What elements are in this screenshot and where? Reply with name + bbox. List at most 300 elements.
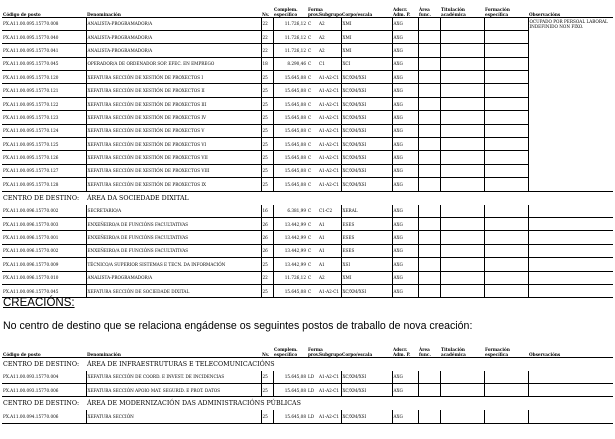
post-titulation (440, 124, 484, 137)
post-adscription: AXG (392, 97, 418, 110)
post-provision: C (308, 275, 312, 281)
post-provision: C (308, 141, 312, 147)
post-subgroup: A1-A2-C1 (319, 128, 340, 134)
post-titulation (440, 205, 484, 218)
post-observations (528, 205, 613, 218)
post-complement: 13.442,99 (273, 231, 307, 244)
post-training (484, 383, 528, 396)
post-level: 25 (261, 84, 273, 97)
post-training (484, 71, 528, 84)
table-row (2, 30, 613, 43)
post-titulation (440, 178, 484, 191)
post-area (418, 178, 440, 191)
post-titulation (440, 151, 484, 164)
col-observacions: Observacións (529, 351, 561, 357)
table-row (2, 258, 613, 271)
post-complement: 11.726,12 (273, 44, 307, 57)
post-complement: 15.645,08 (273, 151, 307, 164)
post-level: 26 (261, 217, 273, 230)
table-row (2, 84, 613, 97)
post-adscription: AXG (392, 271, 418, 284)
post-titulation (440, 97, 484, 110)
post-name: TÉCNICO/A SUPERIOR SISTEMAS E TECN. DA INFORMACIÓN (86, 258, 261, 271)
post-area (418, 284, 440, 297)
post-corps: XC/XM/XSI (341, 111, 392, 124)
post-provision: C (308, 261, 312, 267)
post-observations (528, 217, 613, 230)
post-training (484, 138, 528, 151)
table-row (2, 178, 613, 191)
post-adscription: AXG (392, 138, 418, 151)
centre-label: CENTRO DE DESTINO: (3, 194, 80, 202)
table-row (2, 244, 613, 257)
table-row (2, 124, 613, 137)
table-row (2, 151, 613, 164)
post-subgroup: A1-A2-C1 (319, 141, 340, 147)
post-complement: 11.726,12 (273, 17, 307, 30)
post-code: PX.A11.00.094.15770.006 (3, 413, 59, 419)
post-titulation (440, 111, 484, 124)
post-subgroup: A2 (319, 21, 325, 27)
post-subgroup: A1-A2-C1 (319, 413, 340, 419)
post-area (418, 164, 440, 177)
post-corps: ESES (341, 231, 392, 244)
post-level: 25 (261, 383, 273, 396)
post-corps: XC/XM/XSI (341, 138, 392, 151)
post-level: 25 (261, 284, 273, 297)
post-level: 26 (261, 231, 273, 244)
post-observations (528, 410, 613, 423)
post-level: 22 (261, 271, 273, 284)
post-code: PX.A11.00.096.15770.002 (3, 208, 59, 214)
post-adscription: AXG (392, 111, 418, 124)
post-corps: XC/XM/XSI (341, 84, 392, 97)
post-area (418, 97, 440, 110)
post-name: ENXEÑEIRO/A DE FUNCIÓNS FACULTATIVAS (86, 244, 261, 257)
post-provision: C (308, 288, 312, 294)
post-code: PX.A11.00.095.15770.128 (3, 181, 59, 187)
post-titulation (440, 138, 484, 151)
post-area (418, 371, 440, 384)
post-code: PX.A11.00.096.15770.009 (3, 261, 59, 267)
post-level: 25 (261, 71, 273, 84)
post-titulation (440, 383, 484, 396)
post-subgroup: A1 (319, 235, 325, 241)
post-code: PX.A11.00.095.15770.045 (3, 61, 59, 67)
post-provision: C (308, 34, 312, 40)
post-level: 26 (261, 244, 273, 257)
post-training (484, 217, 528, 230)
post-complement: 15.645,08 (273, 164, 307, 177)
post-name: XEFATURA SECCIÓN DE XESTIÓN DE PROXECTOS II (86, 84, 261, 97)
post-subgroup: A2 (319, 34, 325, 40)
col-area: Área func. (419, 346, 431, 357)
col-forma: Forma prov. (308, 346, 323, 357)
post-complement: 13.442,99 (273, 258, 307, 271)
post-provision: C (308, 248, 312, 254)
post-complement: 15.645,08 (273, 97, 307, 110)
post-level: 25 (261, 138, 273, 151)
post-code: PX.A11.00.093.15770.006 (3, 387, 59, 393)
post-titulation (440, 244, 484, 257)
col-codigo: Código de posto (3, 11, 41, 17)
post-complement: 13.442,99 (273, 217, 307, 230)
post-level: 25 (261, 97, 273, 110)
post-complement: 15.645,08 (273, 138, 307, 151)
post-adscription: AXG (392, 164, 418, 177)
post-provision: C (308, 235, 312, 241)
post-subgroup: A1 (319, 261, 325, 267)
post-code: PX.A11.00.095.15770.121 (3, 88, 59, 94)
table-row (2, 44, 613, 57)
post-titulation (440, 371, 484, 384)
post-name: XEFATURA SECCIÓN DE COORD. E INVEST. DE INCIDENCIAS (86, 371, 261, 384)
post-provision: C (308, 101, 312, 107)
post-area (418, 244, 440, 257)
post-training (484, 30, 528, 43)
post-adscription: AXG (392, 30, 418, 43)
post-complement: 15.645,08 (273, 284, 307, 297)
post-training (484, 124, 528, 137)
col-nivel: Nv. (262, 351, 270, 357)
post-level: 25 (261, 258, 273, 271)
post-subgroup: A1-A2-C1 (319, 74, 340, 80)
post-titulation (440, 231, 484, 244)
table-row (2, 271, 613, 284)
post-corps: XSI (341, 258, 392, 271)
col-area: Área func. (419, 6, 431, 17)
post-adscription: AXG (392, 284, 418, 297)
post-name: XEFATURA SECCIÓN DE XESTIÓN DE PROXECTOS VI (86, 138, 261, 151)
post-name: XEFATURA SECCIÓN DE SOCIEDADE DIXITAL (86, 284, 261, 297)
post-code: PX.A11.00.096.15770.001 (3, 235, 59, 241)
col-complemento: Complem. específico (274, 6, 298, 17)
post-code: PX.A11.00.095.15770.122 (3, 101, 59, 107)
post-provision: C (308, 221, 312, 227)
post-corps: XC/XM/XSI (341, 71, 392, 84)
post-subgroup: A1-A2-C1 (319, 168, 340, 174)
post-name: XEFATURA SECCIÓN DE XESTIÓN DE PROXECTOS IV (86, 111, 261, 124)
post-subgroup: A1-A2-C1 (319, 88, 340, 94)
table-row (2, 217, 613, 230)
post-name: ANALISTA-PROGRAMADOR/A (86, 271, 261, 284)
post-code: PX.A11.00.095.15770.126 (3, 155, 59, 161)
post-level: 25 (261, 151, 273, 164)
col-observacions: Observacións (529, 11, 561, 17)
post-area (418, 30, 440, 43)
post-complement: 15.645,08 (273, 71, 307, 84)
post-provision: C (308, 47, 312, 53)
post-provision: LD (308, 413, 315, 419)
col-formacion: Formación específica (485, 346, 510, 357)
post-complement: 15.645,08 (273, 410, 307, 423)
post-subgroup: C1 (319, 61, 325, 67)
col-adscr: Adscr. Adm. P. (393, 346, 411, 357)
post-name: ANALISTA-PROGRAMADOR/A (86, 17, 261, 30)
post-level: 25 (261, 124, 273, 137)
post-training (484, 151, 528, 164)
post-titulation (440, 44, 484, 57)
table-row (2, 71, 613, 84)
post-corps: XMI (341, 30, 392, 43)
post-corps: XC/XM/XSI (341, 97, 392, 110)
post-name: ANALISTA-PROGRAMADOR/A (86, 44, 261, 57)
post-level: 18 (261, 57, 273, 70)
post-complement: 15.645,08 (273, 111, 307, 124)
centre-row (2, 397, 613, 411)
post-area (418, 71, 440, 84)
post-training (484, 44, 528, 57)
col-forma: Forma prov. (308, 6, 323, 17)
positions-table-2 (2, 339, 613, 424)
post-training (484, 231, 528, 244)
post-subgroup: A2 (319, 47, 325, 53)
post-provision: C (308, 168, 312, 174)
post-titulation (440, 71, 484, 84)
post-titulation (440, 84, 484, 97)
post-code: PX.A11.00.093.15770.004 (3, 374, 59, 380)
post-complement: 15.645,08 (273, 383, 307, 396)
post-adscription: AXG (392, 244, 418, 257)
col-subgrupo: Subgrupo (319, 351, 342, 357)
post-area (418, 205, 440, 218)
post-training (484, 111, 528, 124)
post-provision: C (308, 128, 312, 134)
post-titulation (440, 284, 484, 297)
table-row (2, 138, 613, 151)
post-complement: 15.645,08 (273, 178, 307, 191)
post-provision: C (308, 114, 312, 120)
post-provision: C (308, 61, 312, 67)
post-corps: XCI (341, 57, 392, 70)
post-training (484, 371, 528, 384)
post-subgroup: A1 (319, 248, 325, 254)
post-level: 25 (261, 178, 273, 191)
post-name: XEFATURA SECCIÓN DE XESTIÓN DE PROXECTOS VII (86, 151, 261, 164)
post-corps: XERAL (341, 205, 392, 218)
post-area (418, 17, 440, 30)
post-titulation (440, 410, 484, 423)
col-adscr: Adscr. Adm. P. (393, 6, 411, 17)
post-complement: 8.290,46 (273, 57, 307, 70)
post-adscription: AXG (392, 151, 418, 164)
post-corps: XMI (341, 271, 392, 284)
post-name: XEFATURA SECCIÓN DE XESTIÓN DE PROXECTOS III (86, 97, 261, 110)
post-titulation (440, 217, 484, 230)
post-training (484, 258, 528, 271)
table-row (2, 111, 613, 124)
col-corpo: Corpo/escala (342, 351, 373, 357)
centre-row (2, 191, 613, 205)
post-corps: ESES (341, 244, 392, 257)
post-adscription: AXG (392, 84, 418, 97)
post-name: XEFATURA SECCIÓN APOIO MAT. SEGURID. E PROT. DATOS (86, 383, 261, 396)
post-provision: C (308, 21, 312, 27)
post-titulation (440, 30, 484, 43)
centre-name: ÁREA DE MODERNIZACIÓN DAS ADMINISTRACIÓNS PÚBLICAS (87, 400, 301, 408)
post-training (484, 84, 528, 97)
col-titulacion: Titulación académica (441, 6, 466, 17)
post-adscription: AXG (392, 383, 418, 396)
post-corps: XC/XM/XSI (341, 151, 392, 164)
post-area (418, 111, 440, 124)
post-area (418, 231, 440, 244)
table-row (2, 57, 613, 70)
post-complement: 11.726,12 (273, 30, 307, 43)
post-code: PX.A11.00.095.15770.041 (3, 47, 59, 53)
post-name: SECRETARIO/A (86, 205, 261, 218)
col-denominacion: Denominación (87, 11, 121, 17)
table-row (2, 205, 613, 218)
post-adscription: AXG (392, 178, 418, 191)
post-name: XEFATURA SECCIÓN DE XESTIÓN DE PROXECTOS VIII (86, 164, 261, 177)
post-area (418, 57, 440, 70)
post-training (484, 271, 528, 284)
post-training (484, 284, 528, 297)
section-intro: No centro de destino que se relaciona engádense os seguintes postos de traballo de nova creación: (3, 320, 473, 332)
post-adscription: AXG (392, 57, 418, 70)
post-titulation (440, 258, 484, 271)
post-training (484, 164, 528, 177)
post-provision: LD (308, 374, 315, 380)
post-code: PX.A11.00.096.15770.045 (3, 288, 59, 294)
centre-name: ÁREA DE INFRAESTRUTURAS E TELECOMUNICACIÓNS (87, 360, 275, 368)
post-area (418, 138, 440, 151)
post-adscription: AXG (392, 371, 418, 384)
centre-name: ÁREA DA SOCIEDADE DIXITAL (87, 194, 189, 202)
post-subgroup: A1-A2-C1 (319, 288, 340, 294)
post-complement: 15.645,08 (273, 371, 307, 384)
table-row (2, 97, 613, 110)
post-adscription: AXG (392, 231, 418, 244)
post-code: PX.A11.00.095.15770.127 (3, 168, 59, 174)
post-code: PX.A11.00.096.15770.010 (3, 275, 59, 281)
table-row (2, 231, 613, 244)
table-row (2, 17, 613, 30)
col-codigo: Código de posto (3, 351, 41, 357)
post-subgroup: A1-A2-C1 (319, 114, 340, 120)
post-code: PX.A11.00.095.15770.008 (3, 21, 59, 27)
post-provision: C (308, 155, 312, 161)
col-nivel: Nv. (262, 11, 270, 17)
post-area (418, 124, 440, 137)
post-area (418, 383, 440, 396)
post-corps: XC/XM/XSI (341, 383, 392, 396)
post-adscription: AXG (392, 258, 418, 271)
post-corps: XC/XM/XSI (341, 178, 392, 191)
table-row (2, 164, 613, 177)
section-heading: CREACIÓNS: (3, 297, 75, 309)
post-subgroup: A1 (319, 221, 325, 227)
post-complement: 11.726,12 (273, 271, 307, 284)
post-subgroup: C1-C2 (319, 208, 333, 214)
col-denominacion: Denominación (87, 351, 121, 357)
post-training (484, 57, 528, 70)
post-area (418, 258, 440, 271)
post-level: 25 (261, 111, 273, 124)
post-observations: OCUPADO POR PERSOAL LABORAL INDEFINIDO NON FIXO. (528, 17, 613, 191)
post-name: ENXEÑEIRO/A DE FUNCIÓNS FACULTATIVAS (86, 217, 261, 230)
post-subgroup: A1-A2-C1 (319, 387, 340, 393)
post-provision: C (308, 181, 312, 187)
post-area (418, 44, 440, 57)
post-corps: XC/XM/XSI (341, 410, 392, 423)
post-training (484, 244, 528, 257)
post-name: XEFATURA SECCIÓN DE XESTIÓN DE PROXECTOS V (86, 124, 261, 137)
post-code: PX.A11.00.095.15770.123 (3, 114, 59, 120)
post-complement: 6.381,99 (273, 205, 307, 218)
post-code: PX.A11.00.096.15770.002 (3, 248, 59, 254)
post-corps: ESES (341, 217, 392, 230)
post-adscription: AXG (392, 17, 418, 30)
post-area (418, 151, 440, 164)
post-code: PX.A11.00.095.15770.120 (3, 74, 59, 80)
post-observations (528, 244, 613, 257)
post-name: ANALISTA-PROGRAMADOR/A (86, 30, 261, 43)
post-adscription: AXG (392, 205, 418, 218)
post-titulation (440, 17, 484, 30)
centre-label: CENTRO DE DESTINO: (3, 400, 80, 408)
post-level: 25 (261, 371, 273, 384)
post-provision: C (308, 74, 312, 80)
post-training (484, 97, 528, 110)
post-training (484, 17, 528, 30)
post-adscription: AXG (392, 44, 418, 57)
col-subgrupo: Subgrupo (319, 11, 342, 17)
post-area (418, 410, 440, 423)
post-titulation (440, 57, 484, 70)
post-code: PX.A11.00.095.15770.125 (3, 141, 59, 147)
post-level: 22 (261, 17, 273, 30)
post-corps: XC/XM/XSI (341, 124, 392, 137)
post-name: XEFATURA SECCIÓN DE XESTIÓN DE PROXECTOS IX (86, 178, 261, 191)
table-row (2, 284, 613, 297)
col-titulacion: Titulación académica (441, 346, 466, 357)
col-formacion: Formación específica (485, 6, 510, 17)
centre-label: CENTRO DE DESTINO: (3, 360, 80, 368)
col-complemento: Complem. específico (274, 346, 298, 357)
post-level: 22 (261, 30, 273, 43)
post-adscription: AXG (392, 217, 418, 230)
post-observations (528, 231, 613, 244)
post-complement: 15.645,08 (273, 124, 307, 137)
post-titulation (440, 271, 484, 284)
post-provision: C (308, 208, 312, 214)
post-area (418, 84, 440, 97)
post-training (484, 205, 528, 218)
post-code: PX.A11.00.095.15770.040 (3, 34, 59, 40)
post-name: ENXEÑEIRO/A DE FUNCIÓNS FACULTATIVAS (86, 231, 261, 244)
post-observations (528, 383, 613, 396)
post-adscription: AXG (392, 410, 418, 423)
post-corps: XC/XM/XSI (341, 164, 392, 177)
post-training (484, 410, 528, 423)
post-corps: XC/XM/XSI (341, 371, 392, 384)
col-corpo: Corpo/escala (342, 11, 373, 17)
post-name: XEFATURA SECCIÓN (86, 410, 261, 423)
post-area (418, 217, 440, 230)
post-complement: 15.645,08 (273, 84, 307, 97)
post-titulation (440, 164, 484, 177)
post-level: 25 (261, 410, 273, 423)
table-row (2, 410, 613, 423)
post-area (418, 271, 440, 284)
post-training (484, 178, 528, 191)
table-row (2, 383, 613, 396)
post-observations (528, 271, 613, 284)
post-code: PX.A11.00.096.15770.003 (3, 221, 59, 227)
post-adscription: AXG (392, 124, 418, 137)
